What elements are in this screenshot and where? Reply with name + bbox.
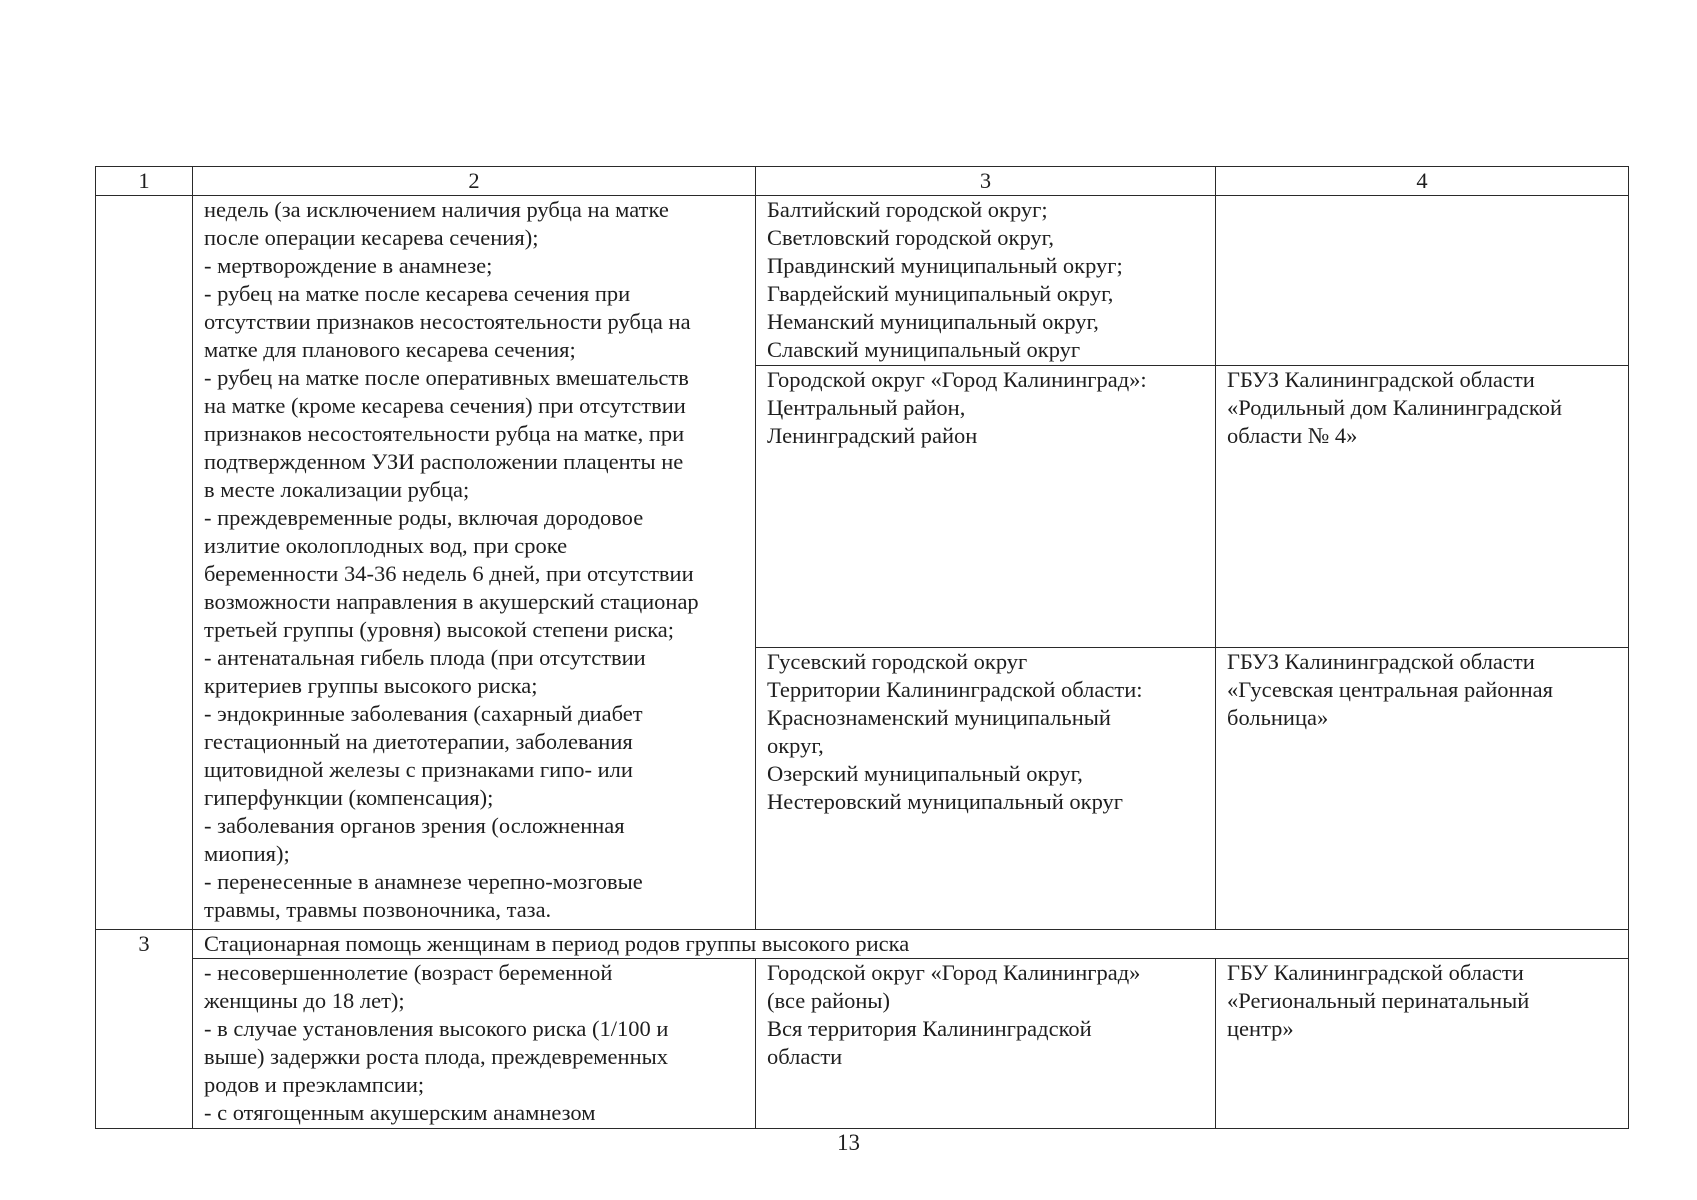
criteria-line: травмы, травмы позвоночника, таза. xyxy=(204,897,552,922)
facility-line: ГБУЗ Калининградской области xyxy=(1227,649,1535,674)
territory-line: Городской округ «Город Калининград» xyxy=(767,960,1141,985)
facility-line: ГБУ Калининградской области xyxy=(1227,960,1524,985)
facility-cell xyxy=(1216,959,1629,1129)
territory-cell xyxy=(756,959,1216,1129)
territory-line: Правдинский муниципальный округ; xyxy=(767,253,1123,278)
territory-line: Нестеровский муниципальный округ xyxy=(767,789,1124,814)
row-number-cell xyxy=(96,196,193,930)
territory-line: Гусевский городской округ xyxy=(767,649,1028,674)
territory-line: Балтийский городской округ; xyxy=(767,197,1048,222)
criteria-line: гестационный на диетотерапии, заболевания xyxy=(204,729,633,754)
facility-line: центр» xyxy=(1227,1016,1294,1041)
criteria-line: матке для планового кесарева сечения; xyxy=(204,337,576,362)
criteria-line: подтвержденном УЗИ расположении плаценты не xyxy=(204,449,684,474)
criteria-line: - несовершеннолетие (возраст беременной xyxy=(204,960,613,985)
criteria-line: - мертворождение в анамнезе; xyxy=(204,253,493,278)
territory-line: Озерский муниципальный округ, xyxy=(767,761,1083,786)
facility-line: больница» xyxy=(1227,705,1329,730)
facility-cell-empty xyxy=(1216,196,1629,366)
criteria-line: - рубец на матке после кесарева сечения при xyxy=(204,281,631,306)
territory-line: Центральный район, xyxy=(767,395,966,420)
facility-cell xyxy=(1216,648,1629,930)
territory-line: (все районы) xyxy=(767,988,891,1013)
criteria-line: критериев группы высокого риска; xyxy=(204,673,538,698)
facility-line: «Родильный дом Калининградской xyxy=(1227,395,1563,420)
territory-line: Славский муниципальный округ xyxy=(767,337,1081,362)
facility-line: ГБУЗ Калининградской области xyxy=(1227,367,1535,392)
criteria-line: после операции кесарева сечения); xyxy=(204,225,539,250)
facility-line: «Региональный перинатальный xyxy=(1227,988,1530,1013)
criteria-line: женщины до 18 лет); xyxy=(204,988,405,1013)
criteria-line: недель (за исключением наличия рубца на матке xyxy=(204,197,669,222)
facility-line: «Гусевская центральная районная xyxy=(1227,677,1553,702)
header-cell-2: 2 xyxy=(193,167,756,196)
criteria-line: - преждевременные роды, включая дородовое xyxy=(204,505,644,530)
criteria-line: - в случае установления высокого риска (1/100 и xyxy=(204,1016,669,1041)
row-number-cell: 3 xyxy=(96,930,193,1129)
territory-line: Неманский муниципальный округ, xyxy=(767,309,1099,334)
criteria-line: щитовидной железы с признаками гипо- или xyxy=(204,757,633,782)
criteria-line: признаков несостоятельности рубца на матке, при xyxy=(204,421,685,446)
table-row xyxy=(96,196,1629,366)
criteria-line: - перенесенные в анамнезе черепно-мозговые xyxy=(204,869,643,894)
table-row xyxy=(96,959,1629,1129)
territory-line: области xyxy=(767,1044,843,1069)
territory-line: Городской округ «Город Калининград»: xyxy=(767,367,1147,392)
territory-line: Вся территория Калининградской xyxy=(767,1016,1092,1041)
territory-line: Ленинградский район xyxy=(767,423,978,448)
criteria-line: возможности направления в акушерский стационар xyxy=(204,589,699,614)
header-cell-3: 3 xyxy=(756,167,1216,196)
facility-cell xyxy=(1216,366,1629,648)
criteria-line: выше) задержки роста плода, преждевременных xyxy=(204,1044,668,1069)
territory-cell xyxy=(756,366,1216,648)
header-cell-1: 1 xyxy=(96,167,193,196)
section-title-cell: Стационарная помощь женщинам в период родов группы высокого риска xyxy=(193,930,1629,959)
criteria-line: беременности 34-36 недель 6 дней, при отсутствии xyxy=(204,561,694,586)
header-cell-4: 4 xyxy=(1216,167,1629,196)
criteria-cell xyxy=(193,196,756,930)
territory-cell xyxy=(756,196,1216,366)
criteria-cell xyxy=(193,959,756,1129)
territory-line: округ, xyxy=(767,733,824,758)
criteria-line: - рубец на матке после оперативных вмешательств xyxy=(204,365,689,390)
criteria-line: миопия); xyxy=(204,841,290,866)
page-number: 13 xyxy=(837,1130,860,1155)
criteria-line: отсутствии признаков несостоятельности рубца на xyxy=(204,309,691,334)
criteria-line: - антенатальная гибель плода (при отсутствии xyxy=(204,645,646,670)
territory-line: Краснознаменский муниципальный xyxy=(767,705,1111,730)
criteria-line: - с отягощенным акушерским анамнезом xyxy=(204,1100,596,1125)
facility-line: области № 4» xyxy=(1227,423,1358,448)
criteria-line: в месте локализации рубца; xyxy=(204,477,470,502)
territory-line: Светловский городской округ, xyxy=(767,225,1054,250)
criteria-line: на матке (кроме кесарева сечения) при отсутствии xyxy=(204,393,686,418)
routing-table xyxy=(95,166,1629,1129)
table-header-row xyxy=(96,167,1629,196)
criteria-line: излитие околоплодных вод, при сроке xyxy=(204,533,568,558)
territory-line: Территории Калининградской области: xyxy=(767,677,1143,702)
criteria-line: третьей группы (уровня) высокой степени риска; xyxy=(204,617,675,642)
territory-line: Гвардейский муниципальный округ, xyxy=(767,281,1114,306)
criteria-line: - эндокринные заболевания (сахарный диабет xyxy=(204,701,643,726)
criteria-line: - заболевания органов зрения (осложненная xyxy=(204,813,625,838)
territory-cell xyxy=(756,648,1216,930)
criteria-line: родов и преэклампсии; xyxy=(204,1072,425,1097)
table-row xyxy=(96,930,1629,959)
criteria-line: гиперфункции (компенсация); xyxy=(204,785,494,810)
